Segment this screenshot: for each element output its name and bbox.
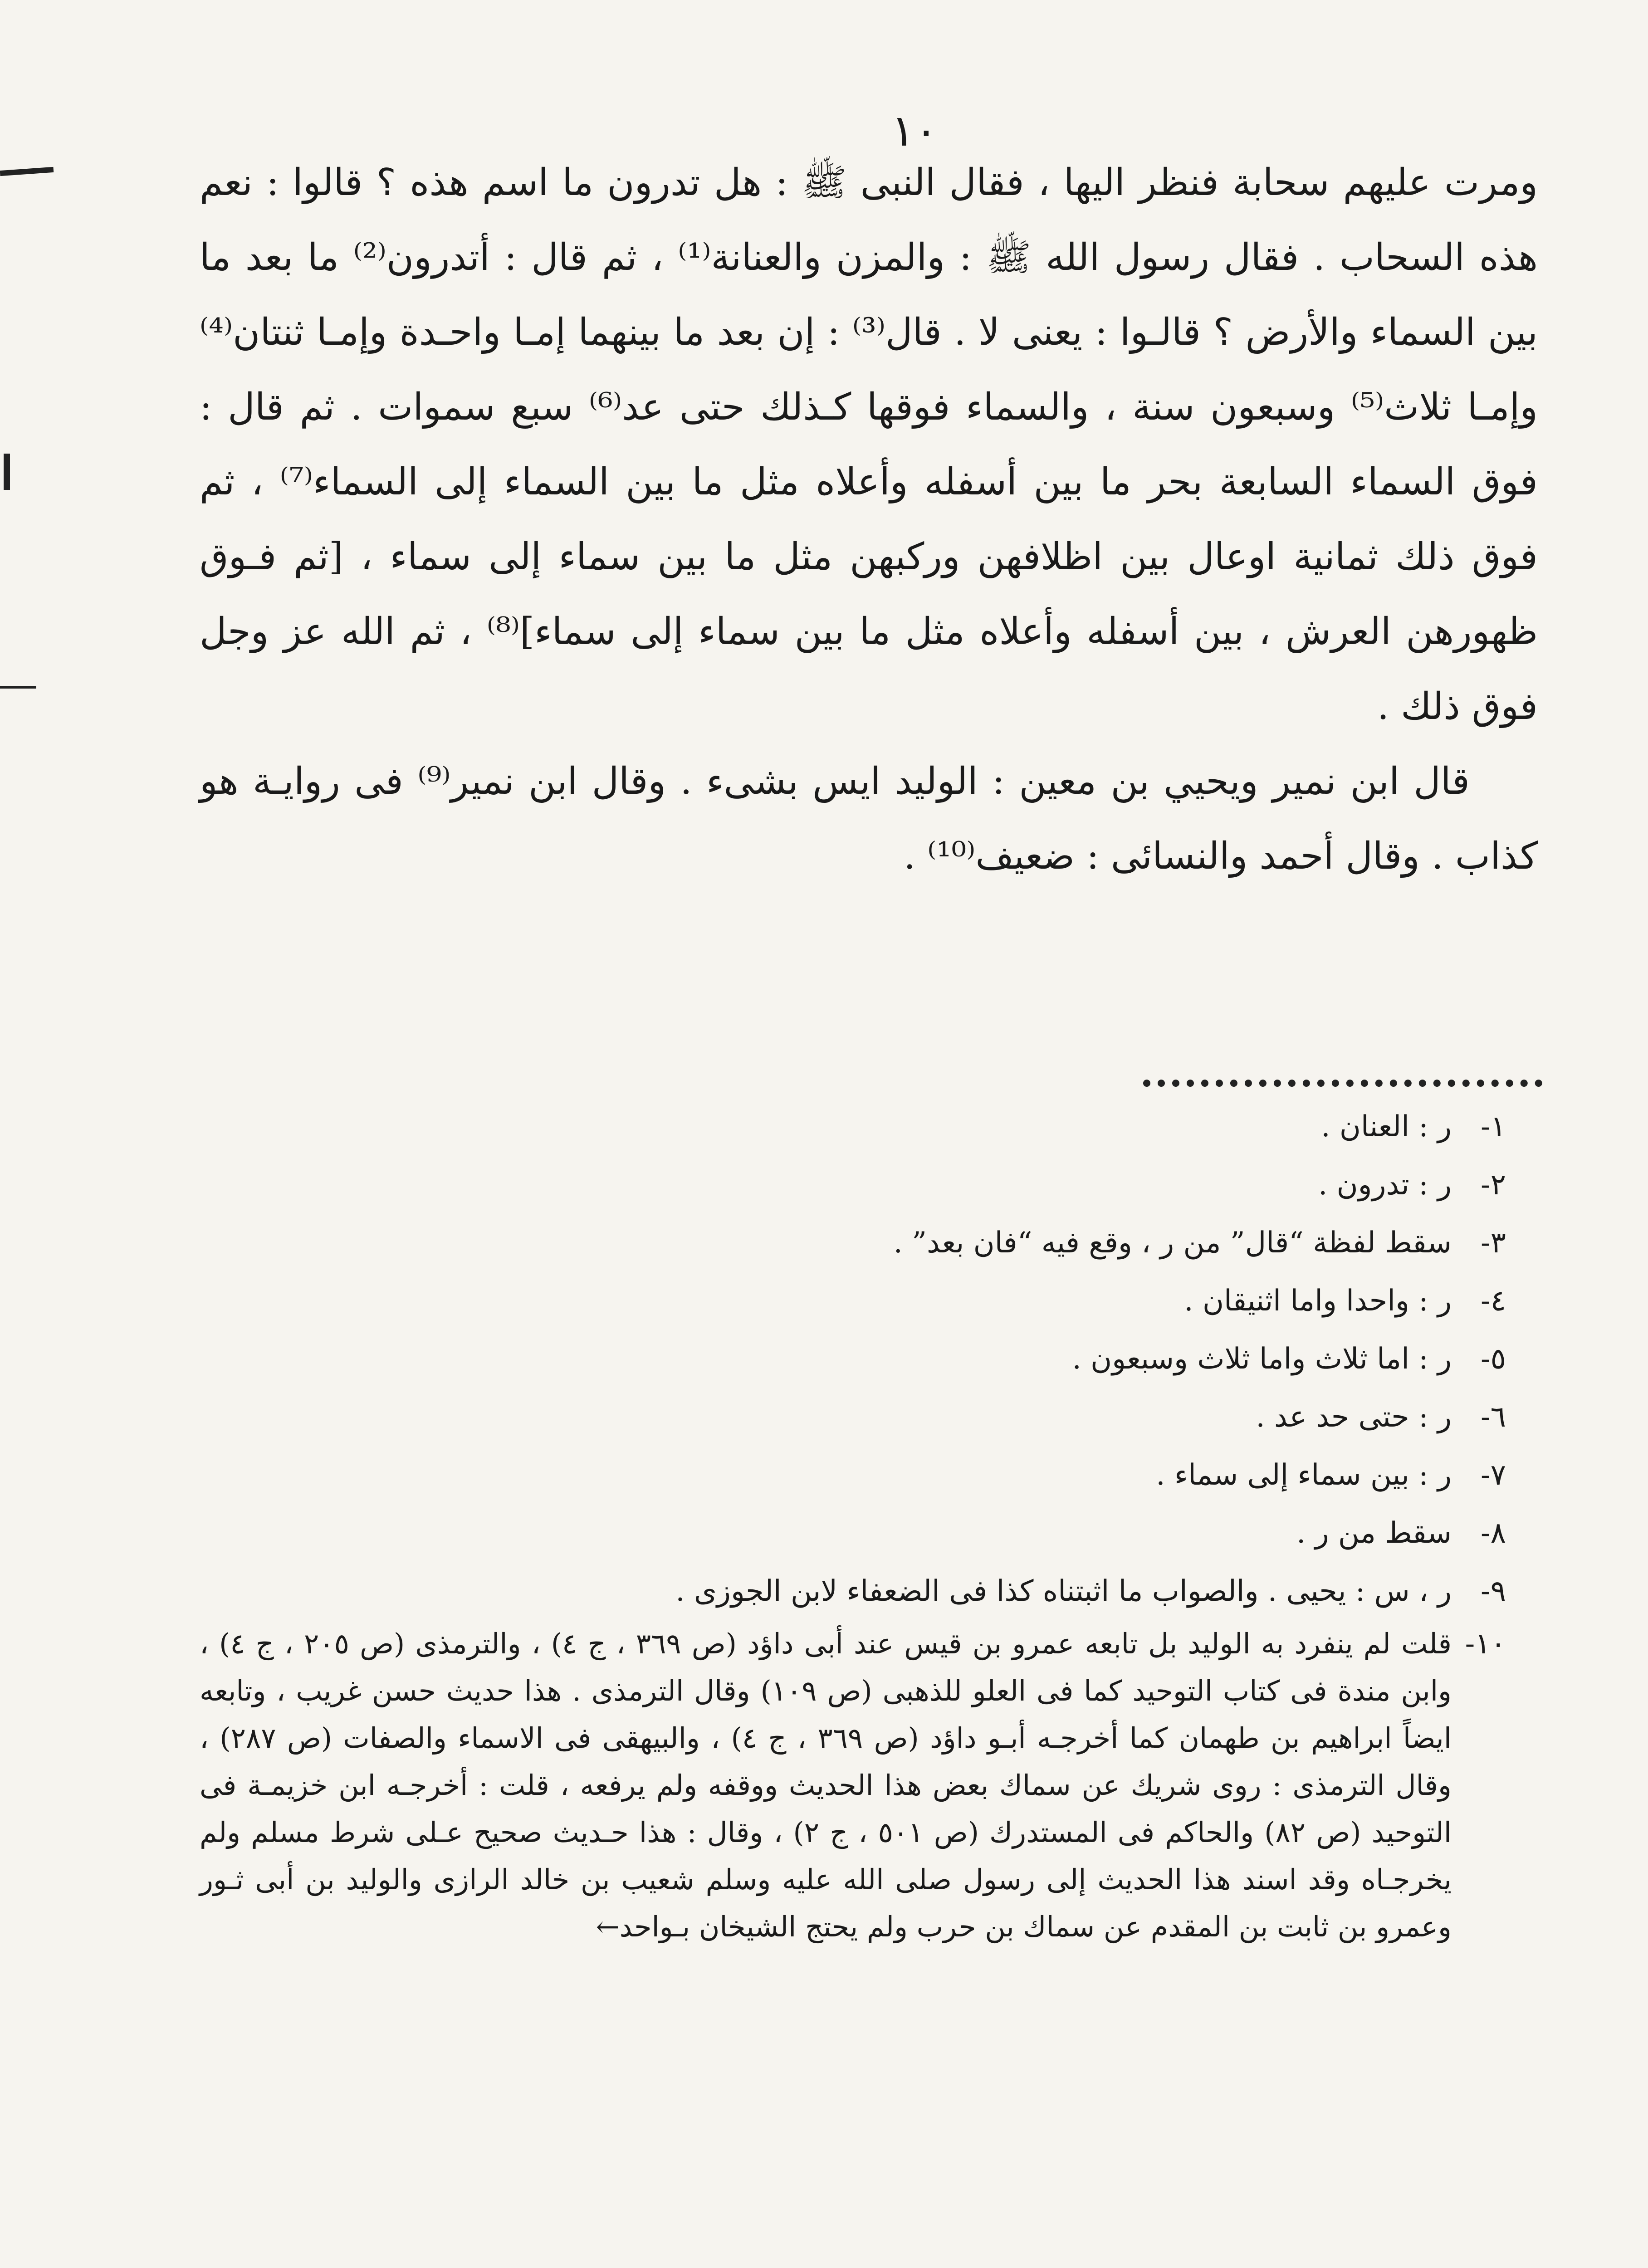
paragraph-hadith: ومرت عليهم سحابة فنظر اليها ، فقال النبى ﷺ : هل تدرون ما اسم هذه ؟ قالوا : نعم هذه السحاب . فقال رسول الله ﷺ : والمزن والعنانة⁽¹⁾ ، ثم قال : أتدرون⁽²⁾ ما بعد ما بين السماء والأرض ؟ قالـوا : يعنى لا . قال⁽³⁾ : إن بعد ما بينهما إمـا واحـدة وإمـا ثنتان⁽⁴⁾ وإمـا ثلاث⁽⁵⁾ وسبعون سنة ، والسماء فوقها كـذلك حتى عد⁽⁶⁾ سبع سموات . ثم قال : فوق السماء السابعة بحر ما بين أسفله وأعلاه مثل ما بين السماء إلى السماء⁽⁷⁾ ، ثم فوق ذلك ثمانية اوعال بين اظلافهن وركبهن مثل ما بين سماء إلى سماء ، [ثم فـوق ظهورهن العرش ، بين أسفله وأعلاه مثل ما بين سماء إلى سماء]⁽⁸⁾ ، ثم الله عز وجل فوق ذلك .: [200, 161, 1538, 728]
footnote-text: ر : العنان .: [1321, 1110, 1452, 1144]
footnote: [200, 1156, 1506, 1214]
footnote: [200, 1620, 1506, 1950]
footnote-number: ١-: [1481, 1110, 1506, 1144]
footnote-text: ر ، س : يحيى . والصواب ما اثبتناه كذا فى الضعفاء لابن الجوزى .: [675, 1574, 1452, 1608]
footnote: [200, 1214, 1506, 1272]
footnote-number: ٧-: [1481, 1458, 1506, 1492]
footnote-divider: [1143, 1080, 1542, 1087]
footnotes: [200, 1098, 1506, 1950]
footnote-number: ٢-: [1481, 1168, 1506, 1202]
footnote: [200, 1446, 1506, 1504]
paragraph-narrator-critique: قال ابن نمير ويحيي بن معين : الوليد ايس بشىء . وقال ابن نمير⁽⁹⁾ فى روايـة هو كذاب . وقال أحمد والنسائى : ضعيف⁽¹⁰⁾ .: [200, 760, 1538, 878]
footnote-text: سقط لفظة “قال” من ر ، وقع فيه “فان بعد” .: [893, 1226, 1452, 1260]
footnote: [200, 1098, 1506, 1156]
footnote-number: ١٠-: [1465, 1627, 1506, 1661]
scan-mark: [0, 167, 54, 176]
footnote-text: ر : اما ثلاث واما ثلاث وسبعون .: [1072, 1342, 1452, 1376]
footnote: [200, 1504, 1506, 1562]
footnote-text: سقط من ر .: [1296, 1516, 1452, 1550]
footnote: [200, 1330, 1506, 1388]
scan-mark: [4, 454, 10, 490]
footnote-number: ٦-: [1481, 1400, 1506, 1434]
footnote-text: ر : بين سماء إلى سماء .: [1156, 1458, 1452, 1492]
footnote-text: ر : واحدا واما اثنيقان .: [1184, 1284, 1452, 1318]
footnote-number: ٥-: [1481, 1342, 1506, 1376]
page-number: ١٠: [891, 105, 938, 156]
footnote: [200, 1388, 1506, 1446]
main-text: [200, 145, 1538, 894]
footnote-number: ٨-: [1481, 1516, 1506, 1550]
footnote-text: ر : حتى حد عد .: [1256, 1400, 1452, 1434]
footnote: [200, 1272, 1506, 1330]
footnote-number: ٩-: [1481, 1574, 1506, 1608]
footnote-text: قلت لم ينفرد به الوليد بل تابعه عمرو بن قيس عند أبى داؤد (ص ٣٦٩ ، ج ٤) ، والترمذى (ص ٢٠٥ ، ج ٤) ، وابن مندة فى كتاب التوحيد كما فى العلو للذهبى (ص ١٠٩) وقال الترمذى . هذا حديث حسن غريب ، وتابعه ايضاً ابراهيم بن طهمان كما أخرجـه أبـو داؤد (ص ٣٦٩ ، ج ٤) ، والبيهقى فى الاسماء والصفات (ص ٢٨٧) ، وقال الترمذى : روى شريك عن سماك بعض هذا الحديث ووقفه ولم يرفعه ، قلت : أخرجـه ابن خزيمـة فى التوحيد (ص ٨٢) والحاكم فى المستدرك (ص ٥٠١ ، ج ٢) ، وقال : هذا حـديث صحيح عـلى شرط مسلم ولم يخرجـاه وقد اسند هذا الحديث إلى رسول صلى الله عليه وسلم شعيب بن خالد الرازى والوليد بن أبى ثـور وعمرو بن ثابت بن المقدم عن سماك بن حرب ولم يحتج الشيخان بـواحد←: [200, 1627, 1452, 1943]
footnote-number: ٣-: [1481, 1226, 1506, 1260]
footnote-number: ٤-: [1481, 1284, 1506, 1318]
footnote-text: ر : تدرون .: [1318, 1168, 1452, 1202]
scan-mark: [0, 686, 36, 689]
footnote: [200, 1562, 1506, 1620]
